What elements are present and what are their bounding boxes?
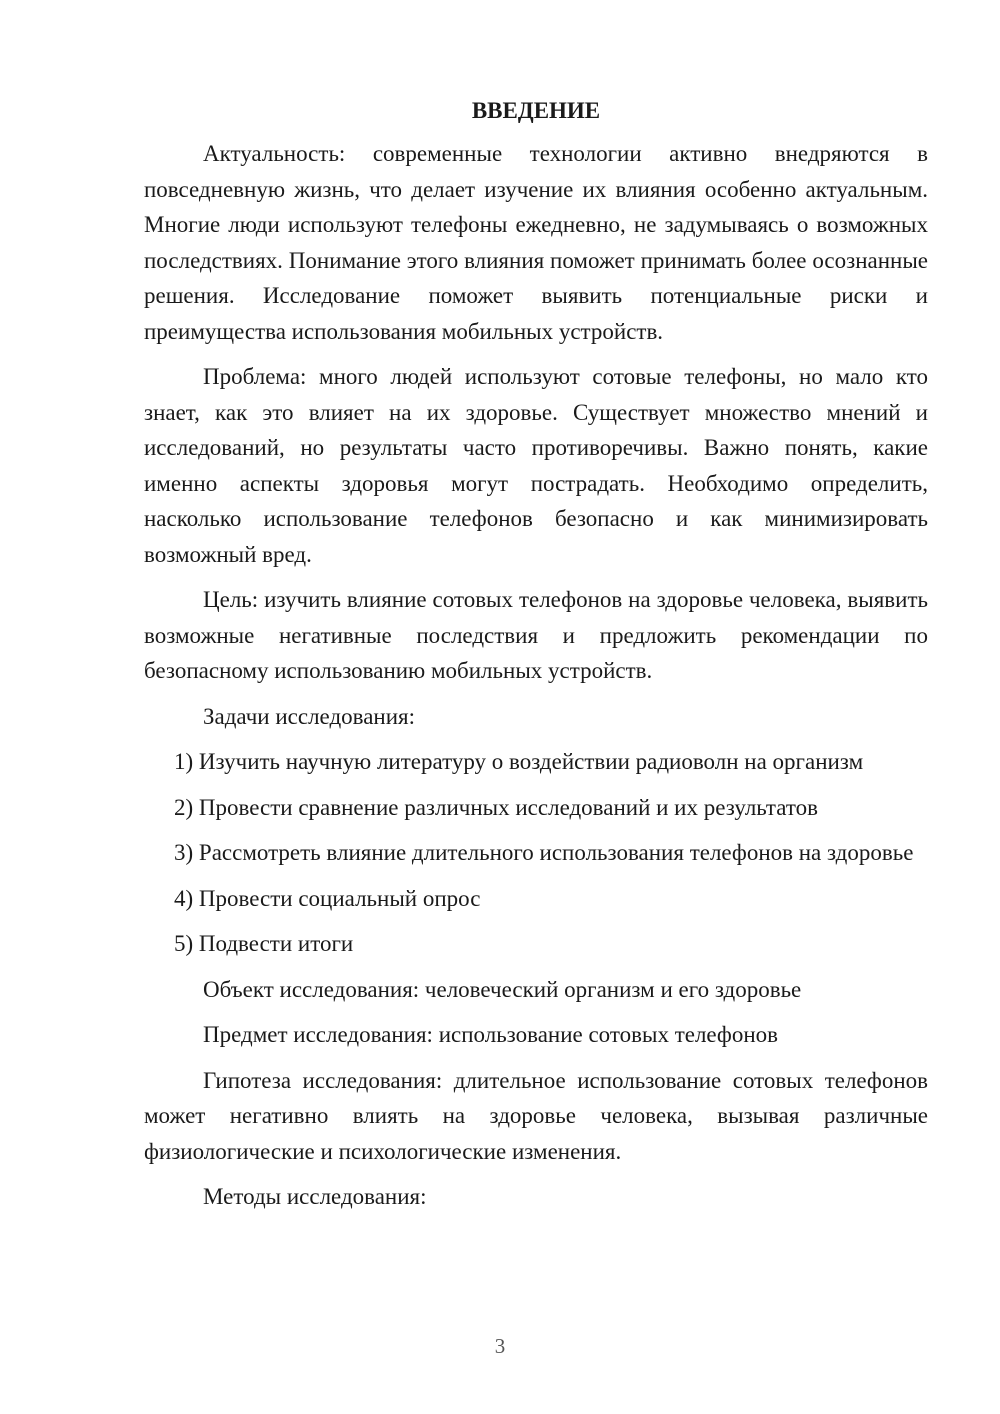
task-item-1: 1) Изучить научную литературу о воздействии радиоволн на организм [174,749,864,774]
tasks-heading: Задачи исследования: [203,703,416,729]
task-item-3: 3) Рассмотреть влияние длительного использования телефонов на здоровье [174,840,914,865]
page-number: 3 [494,1334,506,1358]
problem-paragraph: Проблема: много людей используют сотовые телефоны, но мало кто знает, как это влияет на их здоровье. Существует множество мнений и исследований, но результаты часто противоречивы. Важно понять, какие именно аспекты здоровья могут пострадать. Необходимо определить, насколько использование телефонов безопасно и как минимизировать возможный вред. [144,364,928,567]
hypothesis-paragraph: Гипотеза исследования: длительное использование сотовых телефонов может негативно влиять на здоровье человека, вызывая различные физиологические и психологические изменения. [144,1067,928,1164]
page-title: ВВЕДЕНИЕ [471,98,601,123]
methods-heading: Методы исследования: [203,1184,427,1209]
task-item-2: 2) Провести сравнение различных исследований и их результатов [174,794,818,820]
goal-paragraph: Цель: изучить влияние сотовых телефонов на здоровье человека, выявить возможные негативные последствия и предложить рекомендации по безопасному использованию мобильных устройств. [144,587,928,683]
page-content [144,96,928,1225]
relevance-paragraph: Актуальность: современные технологии активно внедряются в повседневную жизнь, что делает изучение их влияния особенно актуальным. Многие люди используют телефоны ежедневно, не задумываясь о возможных последствиях. Понимание этого влияния поможет принимать более осознанные решения. Исследование поможет выявить потенциальные риски и преимущества использования мобильных устройств. [144,141,928,344]
task-item-5: 5) Подвести итоги [174,931,354,956]
research-object: Объект исследования: человеческий организм и его здоровье [203,976,802,1002]
research-subject: Предмет исследования: использование сотовых телефонов [203,1022,778,1047]
task-item-4: 4) Провести социальный опрос [174,885,481,911]
